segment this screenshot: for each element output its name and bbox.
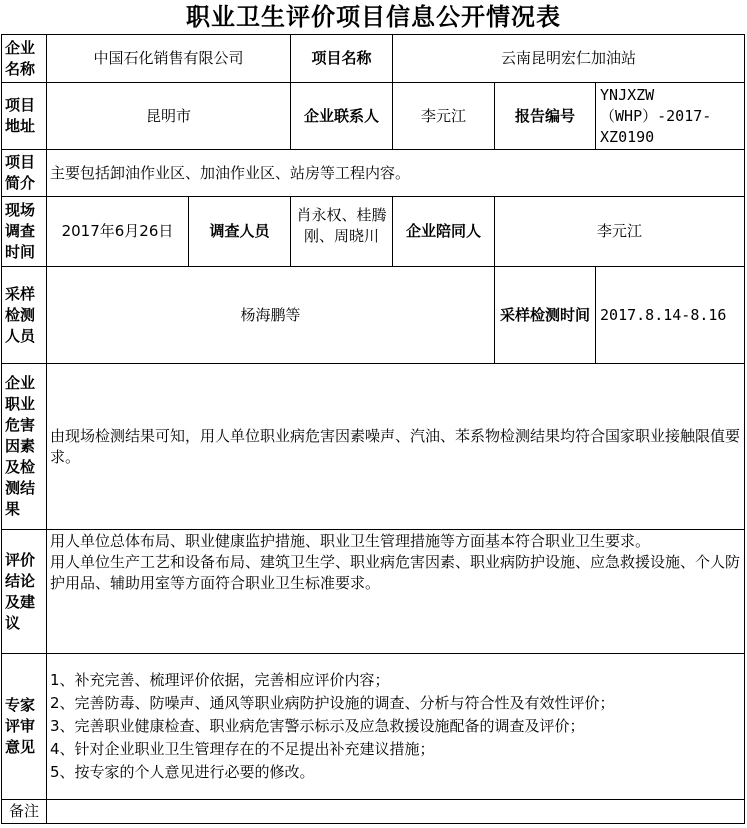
label-conclusion: 评价结论及建议 — [2, 530, 47, 654]
label-company-name: 企业名称 — [2, 35, 47, 83]
value-project-summary: 主要包括卸油作业区、加油作业区、站房等工程内容。 — [47, 150, 745, 197]
value-hazard-results: 由现场检测结果可知，用人单位职业病危害因素噪声、汽油、苯系物检测结果均符合国家职业接触限值要求。 — [47, 364, 745, 530]
value-report-number: YNJXZW（WHP）-2017-XZ0190 — [596, 83, 745, 150]
label-hazard-results: 企业职业危害因素及检测结果 — [2, 364, 47, 530]
value-conclusion — [47, 530, 745, 654]
label-report-number: 报告编号 — [495, 83, 596, 150]
row-conclusion — [2, 530, 745, 654]
value-expert-opinion — [47, 654, 745, 800]
value-company-escort: 李元江 — [495, 197, 745, 267]
value-remark — [47, 800, 745, 824]
label-project-name: 项目名称 — [291, 35, 393, 83]
expert-opinion-item: 1、补充完善、梳理评价依据，完善相应评价内容； — [50, 671, 390, 689]
row-hazard — [2, 364, 745, 530]
info-table — [1, 34, 745, 824]
expert-opinion-item: 4、针对企业职业卫生管理存在的不足提出补充建议措施； — [50, 740, 435, 758]
value-project-address: 昆明市 — [47, 83, 291, 150]
value-company-name: 中国石化销售有限公司 — [47, 35, 291, 83]
label-survey-staff: 调查人员 — [189, 197, 291, 267]
row-expert — [2, 654, 745, 800]
label-project-summary: 项目简介 — [2, 150, 47, 197]
value-sampling-time: 2017.8.14-8.16 — [596, 267, 745, 364]
label-company-contact: 企业联系人 — [291, 83, 393, 150]
value-sampling-staff: 杨海鹏等 — [47, 267, 495, 364]
label-project-address: 项目地址 — [2, 83, 47, 150]
expert-opinion-item: 3、完善职业健康检查、职业病危害警示标示及应急救援设施配备的调查及评价； — [50, 717, 585, 735]
row-remark — [2, 800, 745, 824]
label-expert-opinion: 专家评审意见 — [2, 654, 47, 800]
value-survey-date: 2017年6月26日 — [47, 197, 189, 267]
conclusion-paragraph: 用人单位总体布局、职业健康监护措施、职业卫生管理措施等方面基本符合职业卫生要求。 — [50, 532, 651, 550]
row-company — [2, 35, 745, 83]
label-sampling-time: 采样检测时间 — [495, 267, 596, 364]
row-survey — [2, 197, 745, 267]
expert-opinion-item: 2、完善防毒、防噪声、通风等职业病防护设施的调查、分析与符合性及有效性评价； — [50, 694, 615, 712]
value-survey-staff: 肖永权、桂腾刚、周晓川 — [291, 197, 393, 267]
row-summary — [2, 150, 745, 197]
label-sampling-staff: 采样检测人员 — [2, 267, 47, 364]
conclusion-paragraph: 用人单位生产工艺和设备布局、建筑卫生学、职业病危害因素、职业病防护设施、应急救援设施、个人防护用品、辅助用室等方面符合职业卫生标准要求。 — [50, 553, 741, 592]
label-remark: 备注 — [2, 800, 47, 824]
expert-opinion-item: 5、按专家的个人意见进行必要的修改。 — [50, 763, 315, 781]
label-company-escort: 企业陪同人 — [393, 197, 495, 267]
row-address — [2, 83, 745, 150]
page-title: 职业卫生评价项目信息公开情况表 — [186, 3, 561, 31]
label-survey-date: 现场调查时间 — [2, 197, 47, 267]
value-project-name: 云南昆明宏仁加油站 — [393, 35, 745, 83]
value-company-contact: 李元江 — [393, 83, 495, 150]
row-sampling — [2, 267, 745, 364]
